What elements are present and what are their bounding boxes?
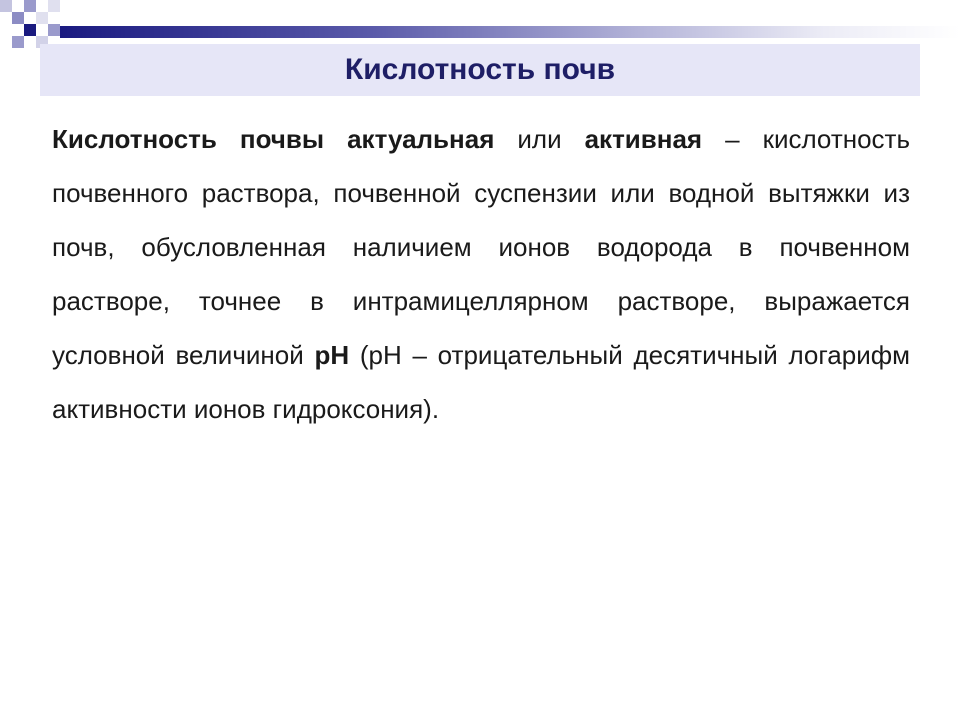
- decor-square: [48, 0, 60, 12]
- decor-square: [0, 0, 12, 12]
- body-text-segment: (рН – отрицательный десятичный логарифм активности ионов гидроксония).: [52, 340, 910, 424]
- header-gradient-bar: [60, 26, 960, 38]
- term-ph: рН: [314, 340, 350, 370]
- decor-square: [24, 0, 36, 12]
- decor-square: [12, 12, 24, 24]
- body-text-segment: – кислотность почвенного раствора, почвенной суспензии или водной вытяжки из почв, обусловленная наличием ионов водорода в почвенном растворе, точнее в интрамицеллярном растворе, выражается условной величиной: [52, 124, 910, 370]
- slide-title: Кислотность почв: [344, 53, 616, 86]
- body-text-segment: или: [494, 124, 585, 154]
- body-paragraph: [52, 112, 910, 436]
- decor-square: [12, 36, 24, 48]
- decor-square: [36, 12, 48, 24]
- term-active: активная: [584, 124, 703, 154]
- decor-square: [48, 24, 60, 36]
- term-actual-acidity: Кислотность почвы актуальная: [52, 124, 495, 154]
- decor-square: [24, 24, 36, 36]
- title-box: [40, 44, 920, 96]
